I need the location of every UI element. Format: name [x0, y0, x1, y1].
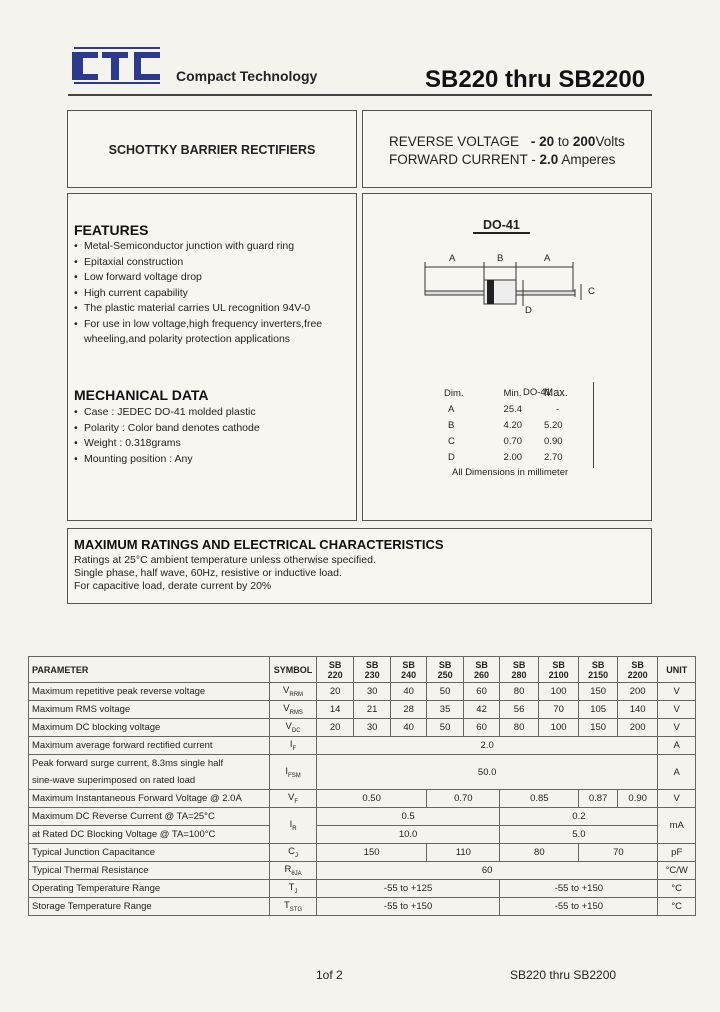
- dim-cell: D: [448, 451, 455, 463]
- table-row: [29, 826, 696, 844]
- reverse-voltage-max: 200: [572, 134, 596, 149]
- symbol-cell: $R_{\theta JA}$: [270, 862, 317, 880]
- dim-header: Dim.: [444, 387, 464, 399]
- unit-cell: V: [658, 683, 696, 701]
- dim-label-d: D: [525, 305, 532, 316]
- value-cell: 80: [500, 683, 539, 701]
- unit-cell: pF: [658, 844, 696, 862]
- ratings-summary-box: [362, 110, 652, 188]
- param-cell: Maximum DC blocking voltage: [29, 719, 270, 737]
- ratings-box: [67, 528, 652, 604]
- value-cell: 105: [579, 701, 618, 719]
- forward-current-value: 2.0: [539, 152, 559, 167]
- unit-cell: °C: [658, 880, 696, 898]
- header-rule: [68, 94, 652, 96]
- param-cell: at Rated DC Blocking Voltage @ TA=100°C: [29, 826, 270, 844]
- value-cell: 2.0: [316, 737, 658, 755]
- features-list: [74, 239, 344, 348]
- page-number: 1of 2: [316, 968, 343, 982]
- dim-table-title: DO-41: [523, 387, 551, 398]
- table-row: [29, 719, 696, 737]
- value-cell: 50: [427, 719, 463, 737]
- part-header: SB 2200: [617, 657, 658, 683]
- list-item: • Low forward voltage drop: [74, 270, 344, 286]
- value-cell: 110: [427, 844, 500, 862]
- package-name: DO-41: [473, 218, 530, 234]
- value-cell: 40: [390, 683, 426, 701]
- footer-part-number: SB220 thru SB2200: [510, 968, 617, 982]
- value-cell: 0.85: [500, 790, 579, 808]
- dim-cell: B: [448, 419, 455, 431]
- unit-cell: °C/W: [658, 862, 696, 880]
- unit-cell: V: [658, 790, 696, 808]
- symbol-cell: $V_{DC}$: [270, 719, 317, 737]
- value-cell: 70: [538, 701, 579, 719]
- dim-table-rule: [593, 382, 594, 468]
- dim-label-b: B: [497, 253, 504, 264]
- list-item: • The plastic material carries UL recognition 94V-0: [74, 301, 344, 317]
- value-cell: 10.0: [316, 826, 499, 844]
- value-cell: 200: [617, 719, 658, 737]
- value-cell: 80: [500, 719, 539, 737]
- features-box: [67, 193, 357, 521]
- value-cell: 30: [354, 683, 390, 701]
- table-row: [29, 683, 696, 701]
- forward-current-unit: Amperes: [561, 152, 616, 167]
- param-cell: Maximum repetitive peak reverse voltage: [29, 683, 270, 701]
- dimension-table: [432, 384, 580, 466]
- param-cell: Maximum DC Reverse Current @ TA=25°C: [29, 808, 270, 826]
- list-item: • High current capability: [74, 286, 344, 302]
- value-cell: 56: [500, 701, 539, 719]
- value-cell: 20: [316, 683, 354, 701]
- table-row: [434, 418, 578, 432]
- symbol-cell: $V_F$: [270, 790, 317, 808]
- symbol-cell: $V_{RRM}$: [270, 683, 317, 701]
- part-header: SB 260: [463, 657, 499, 683]
- unit-cell: °C: [658, 898, 696, 916]
- table-row: [29, 862, 696, 880]
- table-row: [29, 808, 696, 826]
- value-cell: 0.70: [427, 790, 500, 808]
- param-cell: Typical Thermal Resistance: [29, 862, 270, 880]
- reverse-voltage-to: to: [557, 134, 570, 149]
- document-title: SB220 thru SB2200: [425, 66, 646, 93]
- param-cell: Typical Junction Capacitance: [29, 844, 270, 862]
- dim-cell: 2.00: [503, 451, 523, 463]
- package-outline-diagram: [363, 244, 653, 324]
- dim-cell: 25.4: [503, 403, 523, 415]
- ratings-heading: MAXIMUM RATINGS AND ELECTRICAL CHARACTERISTICS: [74, 537, 444, 552]
- table-row: [29, 790, 696, 808]
- unit-cell: V: [658, 701, 696, 719]
- value-cell: 0.2: [500, 808, 658, 826]
- list-item: • For use in low voltage,high frequency inverters,free wheeling,and polarity protection applications: [74, 317, 344, 348]
- part-header: SB 2150: [579, 657, 618, 683]
- value-cell: -55 to +125: [316, 880, 499, 898]
- value-cell: -55 to +150: [500, 880, 658, 898]
- value-cell: 140: [617, 701, 658, 719]
- value-cell: 100: [538, 683, 579, 701]
- value-cell: 35: [427, 701, 463, 719]
- value-cell: 60: [316, 862, 658, 880]
- symbol-cell: $T_{STG}$: [270, 898, 317, 916]
- value-cell: 150: [579, 719, 618, 737]
- dim-header: Min.: [503, 387, 522, 399]
- reverse-voltage-unit: Volts: [595, 134, 625, 149]
- value-cell: 50.0: [316, 755, 658, 790]
- value-cell: 150: [579, 683, 618, 701]
- value-cell: 60: [463, 719, 499, 737]
- dim-cell: 4.20: [503, 419, 523, 431]
- value-cell: 14: [316, 701, 354, 719]
- list-item: • Polarity : Color band denotes cathode: [74, 421, 344, 437]
- list-item: • Epitaxial construction: [74, 255, 344, 271]
- value-cell: 20: [316, 719, 354, 737]
- table-row: [434, 386, 578, 400]
- dim-cell: 2.70: [544, 451, 563, 463]
- symbol-cell: $T_J$: [270, 880, 317, 898]
- header-symbol: SYMBOL: [270, 657, 317, 683]
- param-cell: Maximum average forward rectified current: [29, 737, 270, 755]
- symbol-cell: $I_R$: [270, 808, 317, 844]
- dim-cell: C: [448, 435, 455, 447]
- header-unit: UNIT: [658, 657, 696, 683]
- value-cell: 0.50: [316, 790, 426, 808]
- dim-cell: -: [556, 403, 560, 415]
- symbol-cell: $V_{RMS}$: [270, 701, 317, 719]
- value-cell: 150: [316, 844, 426, 862]
- value-cell: 40: [390, 719, 426, 737]
- ratings-line: Single phase, half wave, 60Hz, resistive or inductive load.: [74, 567, 342, 579]
- unit-cell: V: [658, 719, 696, 737]
- param-cell: Operating Temperature Range: [29, 880, 270, 898]
- value-cell: 70: [579, 844, 658, 862]
- reverse-voltage-dash: -: [530, 134, 536, 149]
- mechanical-heading: MECHANICAL DATA: [74, 387, 209, 403]
- value-cell: 21: [354, 701, 390, 719]
- list-item: • Case : JEDEC DO-41 molded plastic: [74, 405, 344, 421]
- dim-header: Max.: [544, 387, 568, 399]
- value-cell: 5.0: [500, 826, 658, 844]
- symbol-cell: $I_F$: [270, 737, 317, 755]
- dim-cell: 0.90: [544, 435, 563, 447]
- part-header: SB 230: [354, 657, 390, 683]
- dim-label-a-right: A: [544, 253, 551, 264]
- list-item: • Metal-Semiconductor junction with guard ring: [74, 239, 344, 255]
- value-cell: 42: [463, 701, 499, 719]
- value-cell: 80: [500, 844, 579, 862]
- table-row: [29, 880, 696, 898]
- unit-cell: mA: [658, 808, 696, 844]
- part-header: SB 250: [427, 657, 463, 683]
- param-cell: Maximum RMS voltage: [29, 701, 270, 719]
- value-cell: 0.87: [579, 790, 618, 808]
- part-header: SB 280: [500, 657, 539, 683]
- ctc-logo: [72, 44, 162, 88]
- dim-label-c: C: [588, 286, 595, 297]
- part-header: SB 220: [316, 657, 354, 683]
- product-type: SCHOTTKY BARRIER RECTIFIERS: [108, 143, 316, 157]
- reverse-voltage-line: [389, 134, 625, 149]
- list-item: • Weight : 0.318grams: [74, 436, 344, 452]
- ratings-line: Ratings at 25°C ambient temperature unless otherwise specified.: [74, 554, 376, 566]
- table-row: [29, 844, 696, 862]
- table-row: [29, 898, 696, 916]
- part-header: SB 240: [390, 657, 426, 683]
- table-row: [434, 402, 578, 416]
- dim-label-a-left: A: [449, 253, 456, 264]
- features-heading: FEATURES: [74, 222, 149, 238]
- value-cell: 30: [354, 719, 390, 737]
- value-cell: 0.90: [617, 790, 658, 808]
- unit-cell: A: [658, 755, 696, 790]
- value-cell: 0.5: [316, 808, 499, 826]
- table-row: [29, 701, 696, 719]
- mechanical-list: [74, 405, 344, 467]
- param-cell: Maximum Instantaneous Forward Voltage @ 2.0A: [29, 790, 270, 808]
- symbol-cell: $C_J$: [270, 844, 317, 862]
- forward-current-label: FORWARD CURRENT -: [389, 152, 536, 167]
- param-cell: Storage Temperature Range: [29, 898, 270, 916]
- symbol-cell: $I_{FSM}$: [270, 755, 317, 790]
- header-parameter: PARAMETER: [29, 657, 270, 683]
- part-header: SB 2100: [538, 657, 579, 683]
- dim-cell: 0.70: [503, 435, 523, 447]
- dimension-note: All Dimensions in millimeter: [452, 467, 569, 478]
- company-name: Compact Technology: [176, 68, 318, 84]
- dim-cell: 5.20: [544, 419, 563, 431]
- value-cell: 100: [538, 719, 579, 737]
- dim-cell: A: [448, 403, 455, 415]
- value-cell: 200: [617, 683, 658, 701]
- value-cell: 28: [390, 701, 426, 719]
- table-row: [29, 755, 696, 790]
- table-row: [29, 737, 696, 755]
- product-type-box: [67, 110, 357, 188]
- forward-current-line: [389, 152, 615, 167]
- table-row: [434, 450, 578, 464]
- table-header-row: [29, 657, 696, 683]
- param-cell: Peak forward surge current, 8.3ms single half sine-wave superimposed on rated load: [29, 755, 270, 790]
- list-item: • Mounting position : Any: [74, 452, 344, 468]
- value-cell: 60: [463, 683, 499, 701]
- electrical-characteristics-table: [28, 656, 696, 916]
- table-row: [434, 434, 578, 448]
- value-cell: 50: [427, 683, 463, 701]
- value-cell: -55 to +150: [316, 898, 499, 916]
- reverse-voltage-min: 20: [539, 134, 555, 149]
- ratings-line: For capacitive load, derate current by 20%: [74, 580, 272, 592]
- value-cell: -55 to +150: [500, 898, 658, 916]
- reverse-voltage-label: REVERSE VOLTAGE: [389, 134, 520, 149]
- unit-cell: A: [658, 737, 696, 755]
